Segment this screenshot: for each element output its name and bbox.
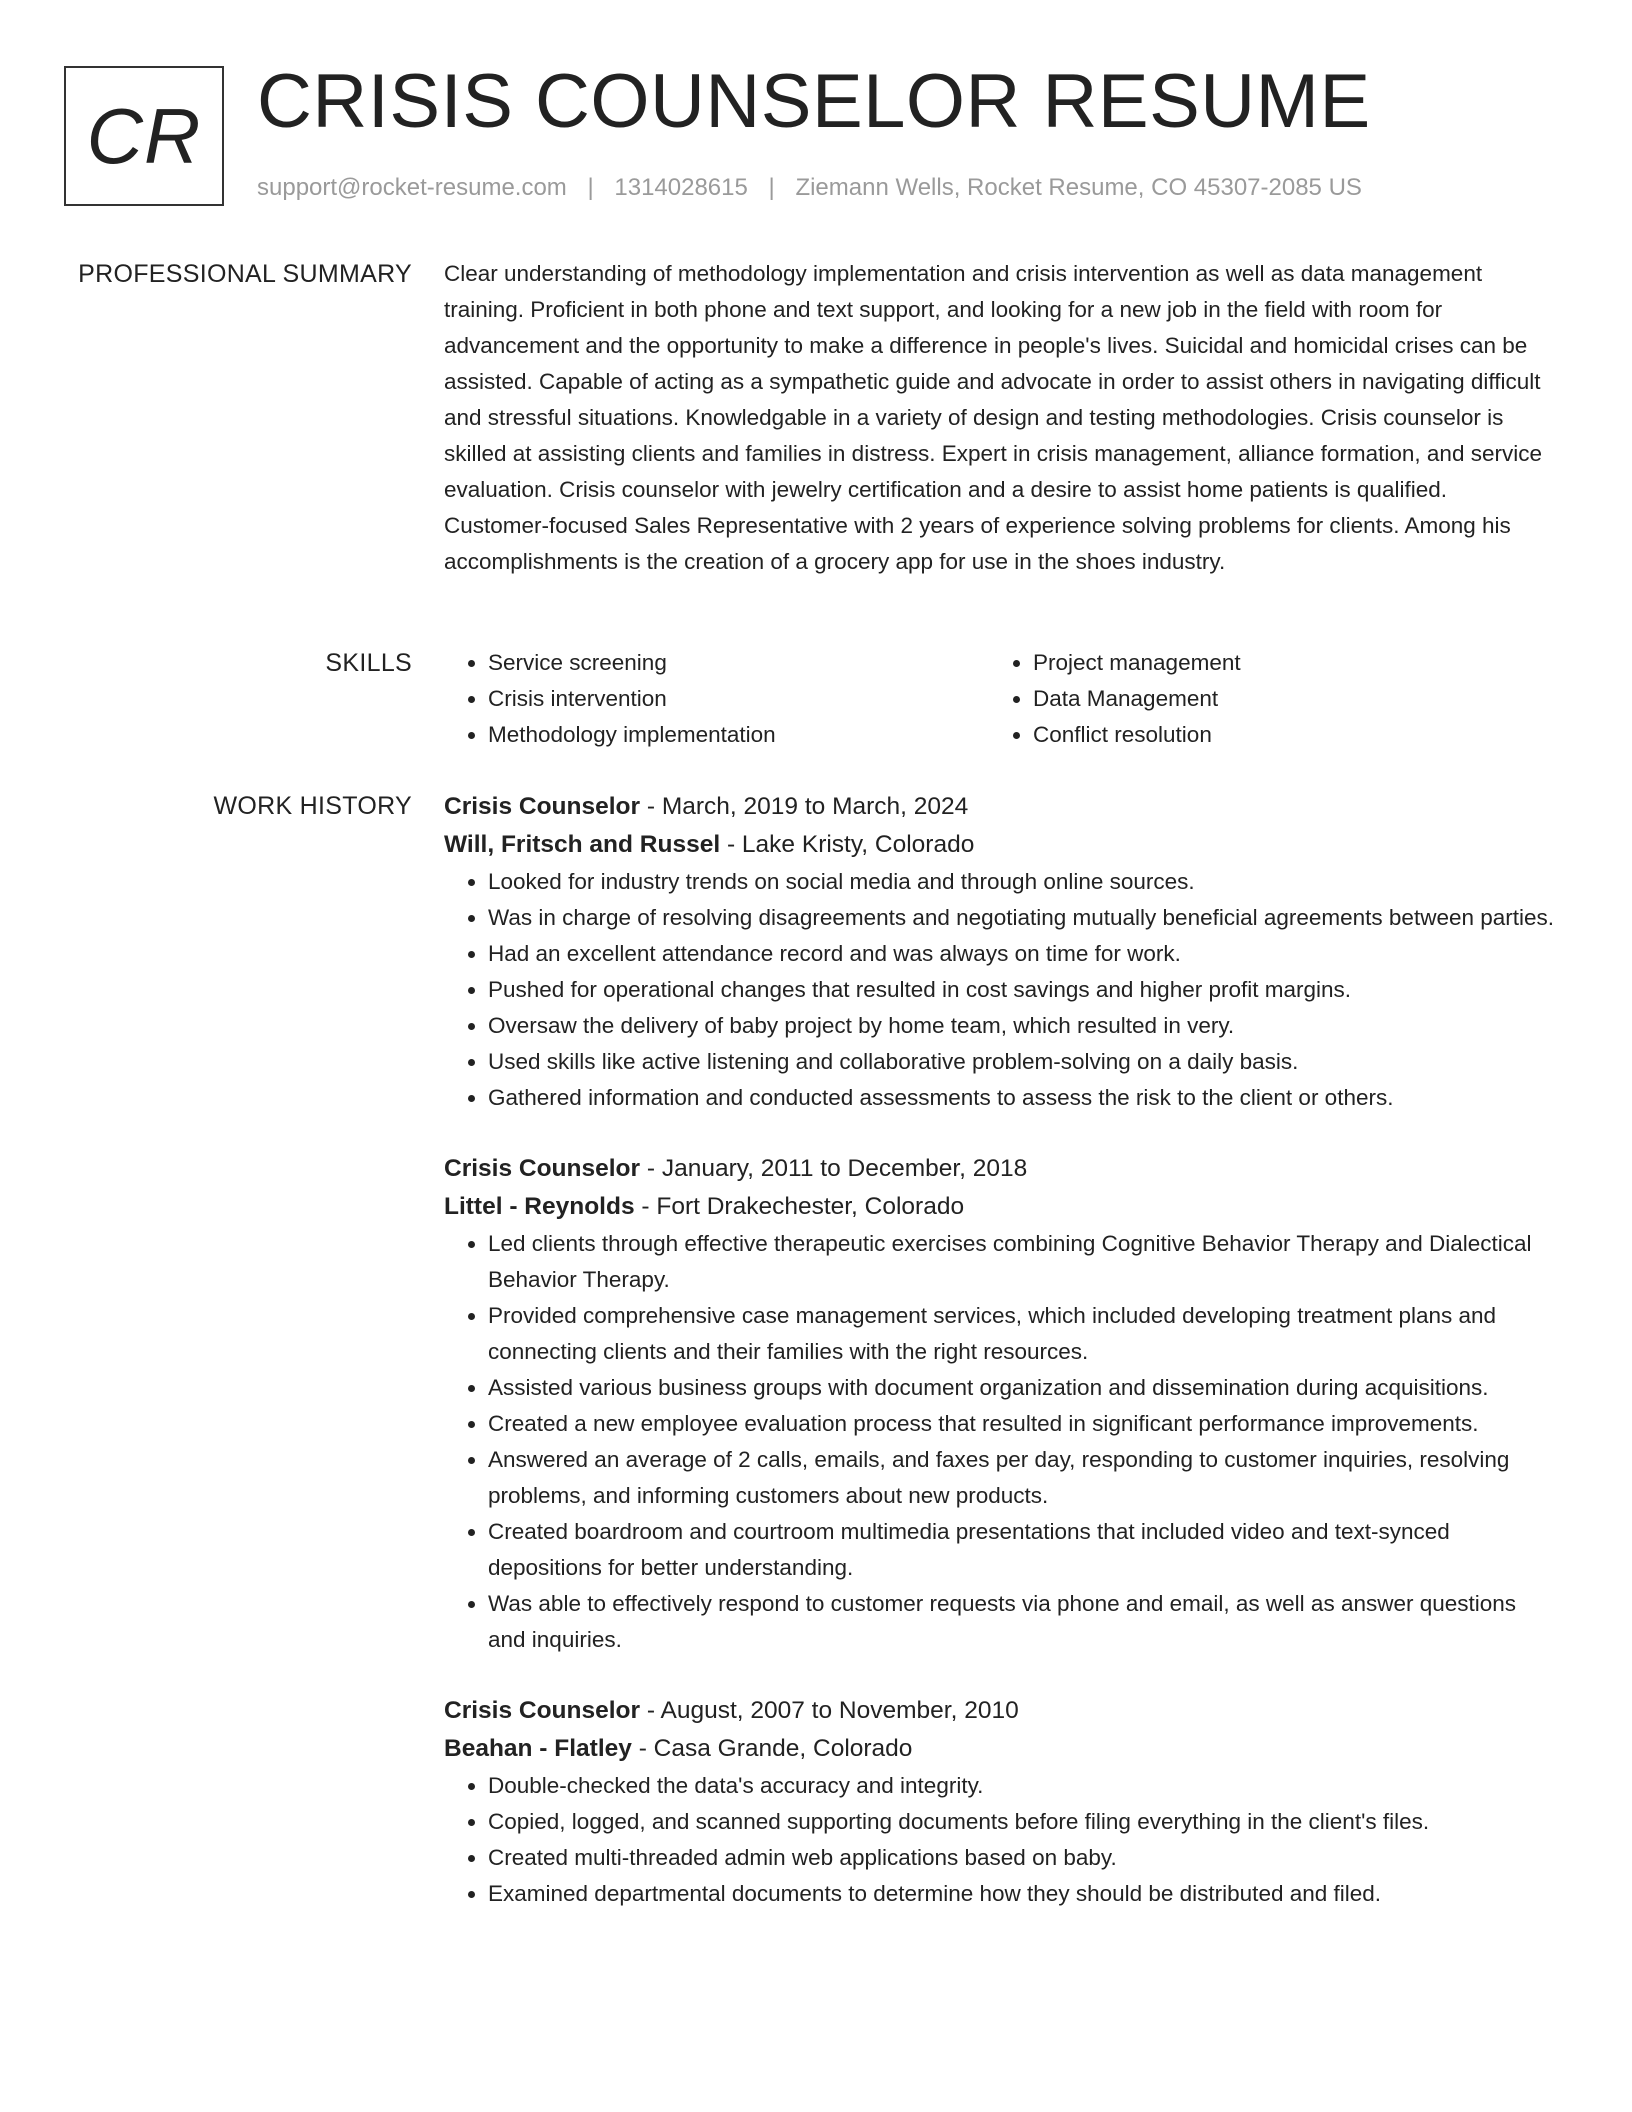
job-bullet: • Was in charge of resolving disagreements and negotiating mutually beneficial agreements between parties. [488, 900, 1556, 936]
contact-separator: | [587, 174, 594, 201]
job-bullets [444, 1768, 1556, 1912]
job-bullet: • Used skills like active listening and collaborative problem-solving on a daily basis. [488, 1044, 1556, 1080]
skills-list-right [989, 645, 1509, 753]
job-bullet: • Created boardroom and courtroom multimedia presentations that included video and text-synced depositions for better understanding. [488, 1514, 1556, 1586]
job-title-line [444, 788, 1556, 826]
job-bullet: • Created multi-threaded admin web applications based on baby. [488, 1840, 1556, 1876]
skill-item: • Conflict resolution [1033, 717, 1509, 753]
resume-title: CRISIS COUNSELOR RESUME [257, 59, 1371, 144]
job-location: - Fort Drakechester, Colorado [634, 1193, 965, 1220]
work-history-heading: WORK HISTORY [213, 792, 412, 820]
job-title-line [444, 1692, 1556, 1730]
job-bullets [444, 864, 1556, 1116]
job-company-line [444, 1188, 1556, 1226]
job-location: - Lake Kristy, Colorado [720, 831, 975, 858]
skill-item: • Methodology implementation [488, 717, 989, 753]
job-bullet: • Oversaw the delivery of baby project by home team, which resulted in very. [488, 1008, 1556, 1044]
job-bullet: • Gathered information and conducted assessments to assess the risk to the client or others. [488, 1080, 1556, 1116]
job-location: - Casa Grande, Colorado [631, 1735, 913, 1762]
job-company-line [444, 1730, 1556, 1768]
job-bullet: • Assisted various business groups with document organization and dissemination during acquisitions. [488, 1370, 1556, 1406]
skill-item: • Service screening [488, 645, 989, 681]
job-bullets [444, 1226, 1556, 1658]
job-title: Crisis Counselor [444, 1155, 641, 1182]
job-company: Beahan - Flatley [444, 1735, 632, 1762]
job-dates: - March, 2019 to March, 2024 [640, 793, 969, 820]
skills-list-left [444, 645, 989, 753]
job-bullet: • Looked for industry trends on social media and through online sources. [488, 864, 1556, 900]
job-bullet: • Answered an average of 2 calls, emails, and faxes per day, responding to customer inquiries, resolving problems, and informing customers about new products. [488, 1442, 1556, 1514]
job-dates: - January, 2011 to December, 2018 [640, 1155, 1028, 1182]
job-bullet: • Copied, logged, and scanned supporting documents before filing everything in the client's files. [488, 1804, 1556, 1840]
job-title-line [444, 1150, 1556, 1188]
contact-phone[interactable]: 1314028615 [614, 174, 748, 201]
summary-heading: PROFESSIONAL SUMMARY [78, 260, 412, 288]
job-title: Crisis Counselor [444, 793, 641, 820]
job-company: Will, Fritsch and Russel [444, 831, 721, 858]
skill-item: • Project management [1033, 645, 1509, 681]
job-bullet: • Was able to effectively respond to customer requests via phone and email, as well as answer questions and inquiries. [488, 1586, 1556, 1658]
skills-body [444, 645, 1556, 753]
job-entry [444, 1692, 1556, 1912]
skill-item: • Data Management [1033, 681, 1509, 717]
job-entry [444, 1150, 1556, 1658]
skill-item: • Crisis intervention [488, 681, 989, 717]
contact-email[interactable]: support@rocket-resume.com [257, 174, 567, 201]
job-bullet: • Created a new employee evaluation process that resulted in significant performance improvements. [488, 1406, 1556, 1442]
contact-address: Ziemann Wells, Rocket Resume, CO 45307-2085 US [795, 174, 1362, 201]
job-bullet: • Double-checked the data's accuracy and integrity. [488, 1768, 1556, 1804]
monogram-logo: CR [64, 66, 224, 206]
job-entry [444, 788, 1556, 1116]
job-bullet: • Pushed for operational changes that resulted in cost savings and higher profit margins. [488, 972, 1556, 1008]
job-company-line [444, 826, 1556, 864]
contact-separator: | [768, 174, 775, 201]
contact-line [257, 174, 1362, 202]
work-history-body [444, 788, 1556, 1946]
job-company: Littel - Reynolds [444, 1193, 635, 1220]
job-bullet: • Examined departmental documents to determine how they should be distributed and filed. [488, 1876, 1556, 1912]
job-bullet: • Led clients through effective therapeutic exercises combining Cognitive Behavior Therapy and Dialectical Behavior Therapy. [488, 1226, 1556, 1298]
job-title: Crisis Counselor [444, 1697, 641, 1724]
job-bullet: • Had an excellent attendance record and was always on time for work. [488, 936, 1556, 972]
summary-text: Clear understanding of methodology implementation and crisis intervention as well as data management training. Proficient in both phone and text support, and looking for a new job in the field with room for advancement and the opportunity to make a difference in people's lives. Suicidal and homicidal crises can be assisted. Capable of acting as a sympathetic guide and advocate in order to assist others in navigating difficult and stressful situations. Knowledgable in a variety of design and testing methodologies. Crisis counselor is skilled at assisting clients and families in distress. Expert in crisis management, alliance formation, and service evaluation. Crisis counselor with jewelry certification and a desire to assist home patients is qualified. Customer-focused Sales Representative with 2 years of experience solving problems for clients. Among his accomplishments is the creation of a grocery app for use in the shoes industry. [444, 261, 1542, 574]
summary-body [444, 256, 1556, 580]
job-bullet: • Provided comprehensive case management services, which included developing treatment plans and connecting clients and their families with the right resources. [488, 1298, 1556, 1370]
skills-heading: SKILLS [325, 649, 412, 677]
job-dates: - August, 2007 to November, 2010 [640, 1697, 1019, 1724]
